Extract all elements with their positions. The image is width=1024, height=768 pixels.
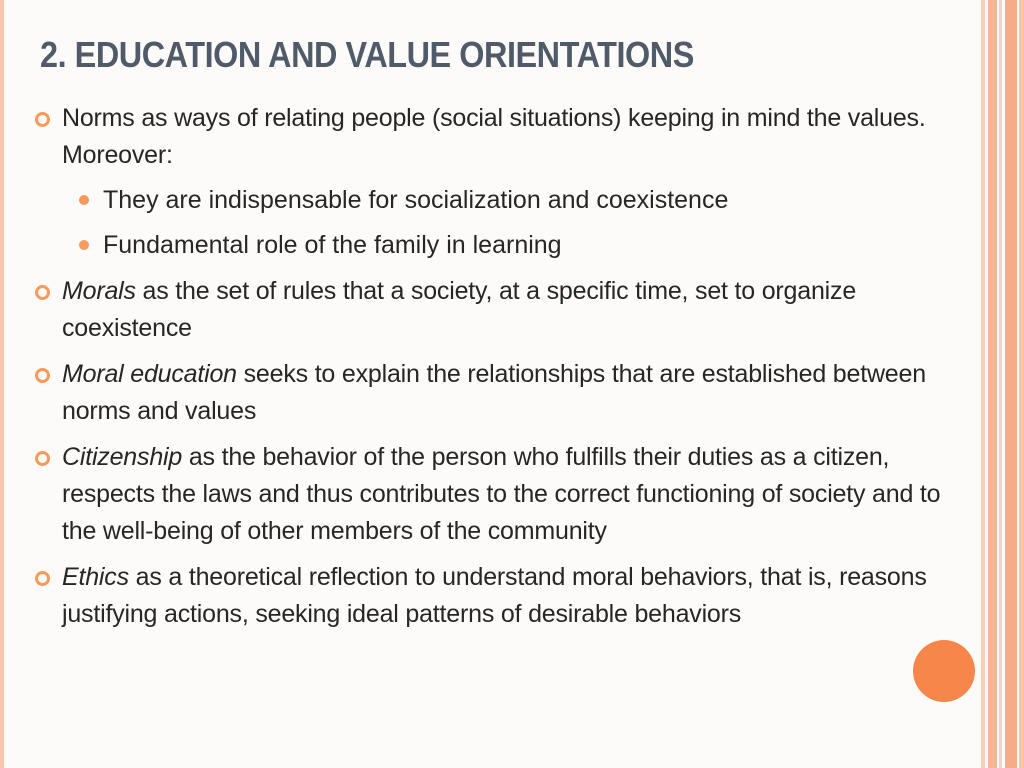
- ring-bullet-icon: [35, 451, 50, 466]
- bullet-term: Moral education: [62, 360, 237, 388]
- orange-circle-decoration: [913, 640, 975, 702]
- sub-bullet-text: They are indispensable for socialization and coexistence: [103, 186, 729, 214]
- right-stripe-decoration: [999, 0, 1002, 768]
- bullet-item-norms: [32, 100, 977, 264]
- slide-title: 2. EDUCATION AND VALUE ORIENTATIONS: [40, 34, 694, 75]
- left-border-decoration: [0, 0, 4, 768]
- ring-bullet-icon: [35, 368, 50, 383]
- right-stripe-decoration: [981, 0, 985, 768]
- right-stripe-decoration: [1005, 0, 1017, 768]
- sub-bullet-item: [62, 227, 977, 264]
- bullet-text: as the behavior of the person who fulfills their duties as a citizen, respects the laws and thus contributes to the correct functioning of society and to the well-being of other members of the community: [62, 443, 941, 545]
- bullet-term: Ethics: [62, 563, 129, 591]
- sub-bullet-text: Fundamental role of the family in learning: [103, 231, 562, 259]
- ring-bullet-icon: [35, 571, 50, 586]
- bullet-item-morals: [32, 273, 977, 347]
- bullet-term: Citizenship: [62, 443, 183, 471]
- dot-bullet-icon: [79, 240, 89, 250]
- sub-bullet-item: [62, 182, 977, 219]
- bullet-text: as the set of rules that a society, at a specific time, set to organize coexistence: [62, 277, 857, 342]
- bullet-list: [32, 100, 977, 633]
- ring-bullet-icon: [35, 112, 50, 127]
- bullet-text: as a theoretical reflection to understand moral behaviors, that is, reasons justifying actions, seeking ideal patterns of desirable behaviors: [62, 563, 927, 628]
- bullet-item-moral-education: [32, 356, 977, 430]
- sub-bullet-list: [62, 182, 977, 264]
- slide-body: [32, 100, 977, 642]
- right-stripe-decoration: [1019, 0, 1024, 768]
- dot-bullet-icon: [79, 195, 89, 205]
- right-stripe-decoration: [988, 0, 997, 768]
- bullet-text: seeks to explain the relationships that are established between norms and values: [62, 360, 926, 425]
- bullet-item-ethics: [32, 559, 977, 633]
- bullet-term: Morals: [62, 277, 136, 305]
- bullet-item-citizenship: [32, 439, 977, 550]
- bullet-text: Norms as ways of relating people (social situations) keeping in mind the values. Moreover:: [62, 104, 926, 169]
- ring-bullet-icon: [35, 285, 50, 300]
